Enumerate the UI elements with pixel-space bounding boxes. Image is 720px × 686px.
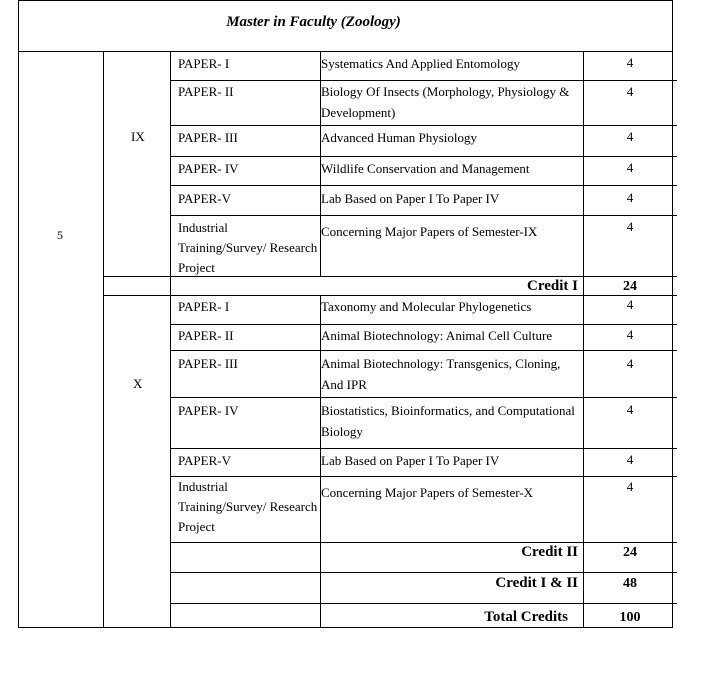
- paper-cell: PAPER- IV: [178, 161, 239, 176]
- paper-cell: PAPER- II: [178, 328, 234, 343]
- combined-credit-value: 48: [623, 576, 637, 591]
- page-title: Master in Faculty (Zoology): [226, 14, 401, 30]
- subject-cell: Lab Based on Paper I To Paper IV: [321, 191, 500, 206]
- total-credits-value: 100: [619, 610, 641, 625]
- credit-cell: 4: [626, 219, 634, 234]
- subject-cell: Concerning Major Papers of Semester-X: [321, 485, 534, 500]
- paper-cell: PAPER-V: [178, 191, 231, 206]
- credit-cell: 4: [626, 479, 634, 494]
- credit-cell: 4: [626, 327, 634, 342]
- paper-cell: PAPER- IV: [178, 403, 239, 418]
- paper-cell: PAPER- III: [178, 356, 238, 371]
- credit-total-value: 24: [623, 545, 637, 560]
- credit-total-label: Credit II: [521, 544, 578, 560]
- credit-total-label: Credit I: [527, 278, 578, 294]
- credit-cell: 4: [626, 452, 634, 467]
- subject-cell: Concerning Major Papers of Semester-IX: [321, 224, 538, 239]
- subject-cell: Animal Biotechnology: Transgenics, Cloning, And IPR: [321, 356, 561, 392]
- subject-cell: Wildlife Conservation and Management: [321, 161, 530, 176]
- semester-label: IX: [131, 129, 145, 144]
- subject-cell: Systematics And Applied Entomology: [321, 56, 520, 71]
- credit-cell: 4: [626, 190, 634, 205]
- subject-cell: Advanced Human Physiology: [321, 130, 477, 145]
- subject-cell: Animal Biotechnology: Animal Cell Culture: [321, 328, 553, 343]
- credit-cell: 4: [626, 84, 634, 99]
- subject-cell: Biology Of Insects (Morphology, Physiology & Development): [321, 84, 570, 120]
- paper-cell: Industrial Training/Survey/ Research Project: [178, 479, 318, 534]
- paper-cell: PAPER- II: [178, 84, 234, 99]
- credit-cell: 4: [626, 55, 634, 70]
- combined-credit-label: Credit I & II: [495, 575, 578, 591]
- semester-label: X: [133, 376, 143, 391]
- paper-cell: PAPER- I: [178, 56, 230, 71]
- paper-cell: Industrial Training/Survey/ Research Project: [178, 220, 318, 275]
- credit-cell: 4: [626, 297, 634, 312]
- subject-cell: Taxonomy and Molecular Phylogenetics: [321, 299, 532, 314]
- paper-cell: PAPER-V: [178, 453, 231, 468]
- credit-cell: 4: [626, 160, 634, 175]
- paper-cell: PAPER- I: [178, 299, 230, 314]
- credit-cell: 4: [626, 129, 634, 144]
- subject-cell: Biostatistics, Bioinformatics, and Computational Biology: [321, 403, 575, 439]
- credit-cell: 4: [626, 356, 634, 371]
- credit-cell: 4: [626, 402, 634, 417]
- paper-cell: PAPER- III: [178, 130, 238, 145]
- total-credits-label: Total Credits: [484, 609, 568, 625]
- credit-total-value: 24: [623, 279, 637, 294]
- subject-cell: Lab Based on Paper I To Paper IV: [321, 453, 500, 468]
- year-label: 5: [57, 228, 63, 242]
